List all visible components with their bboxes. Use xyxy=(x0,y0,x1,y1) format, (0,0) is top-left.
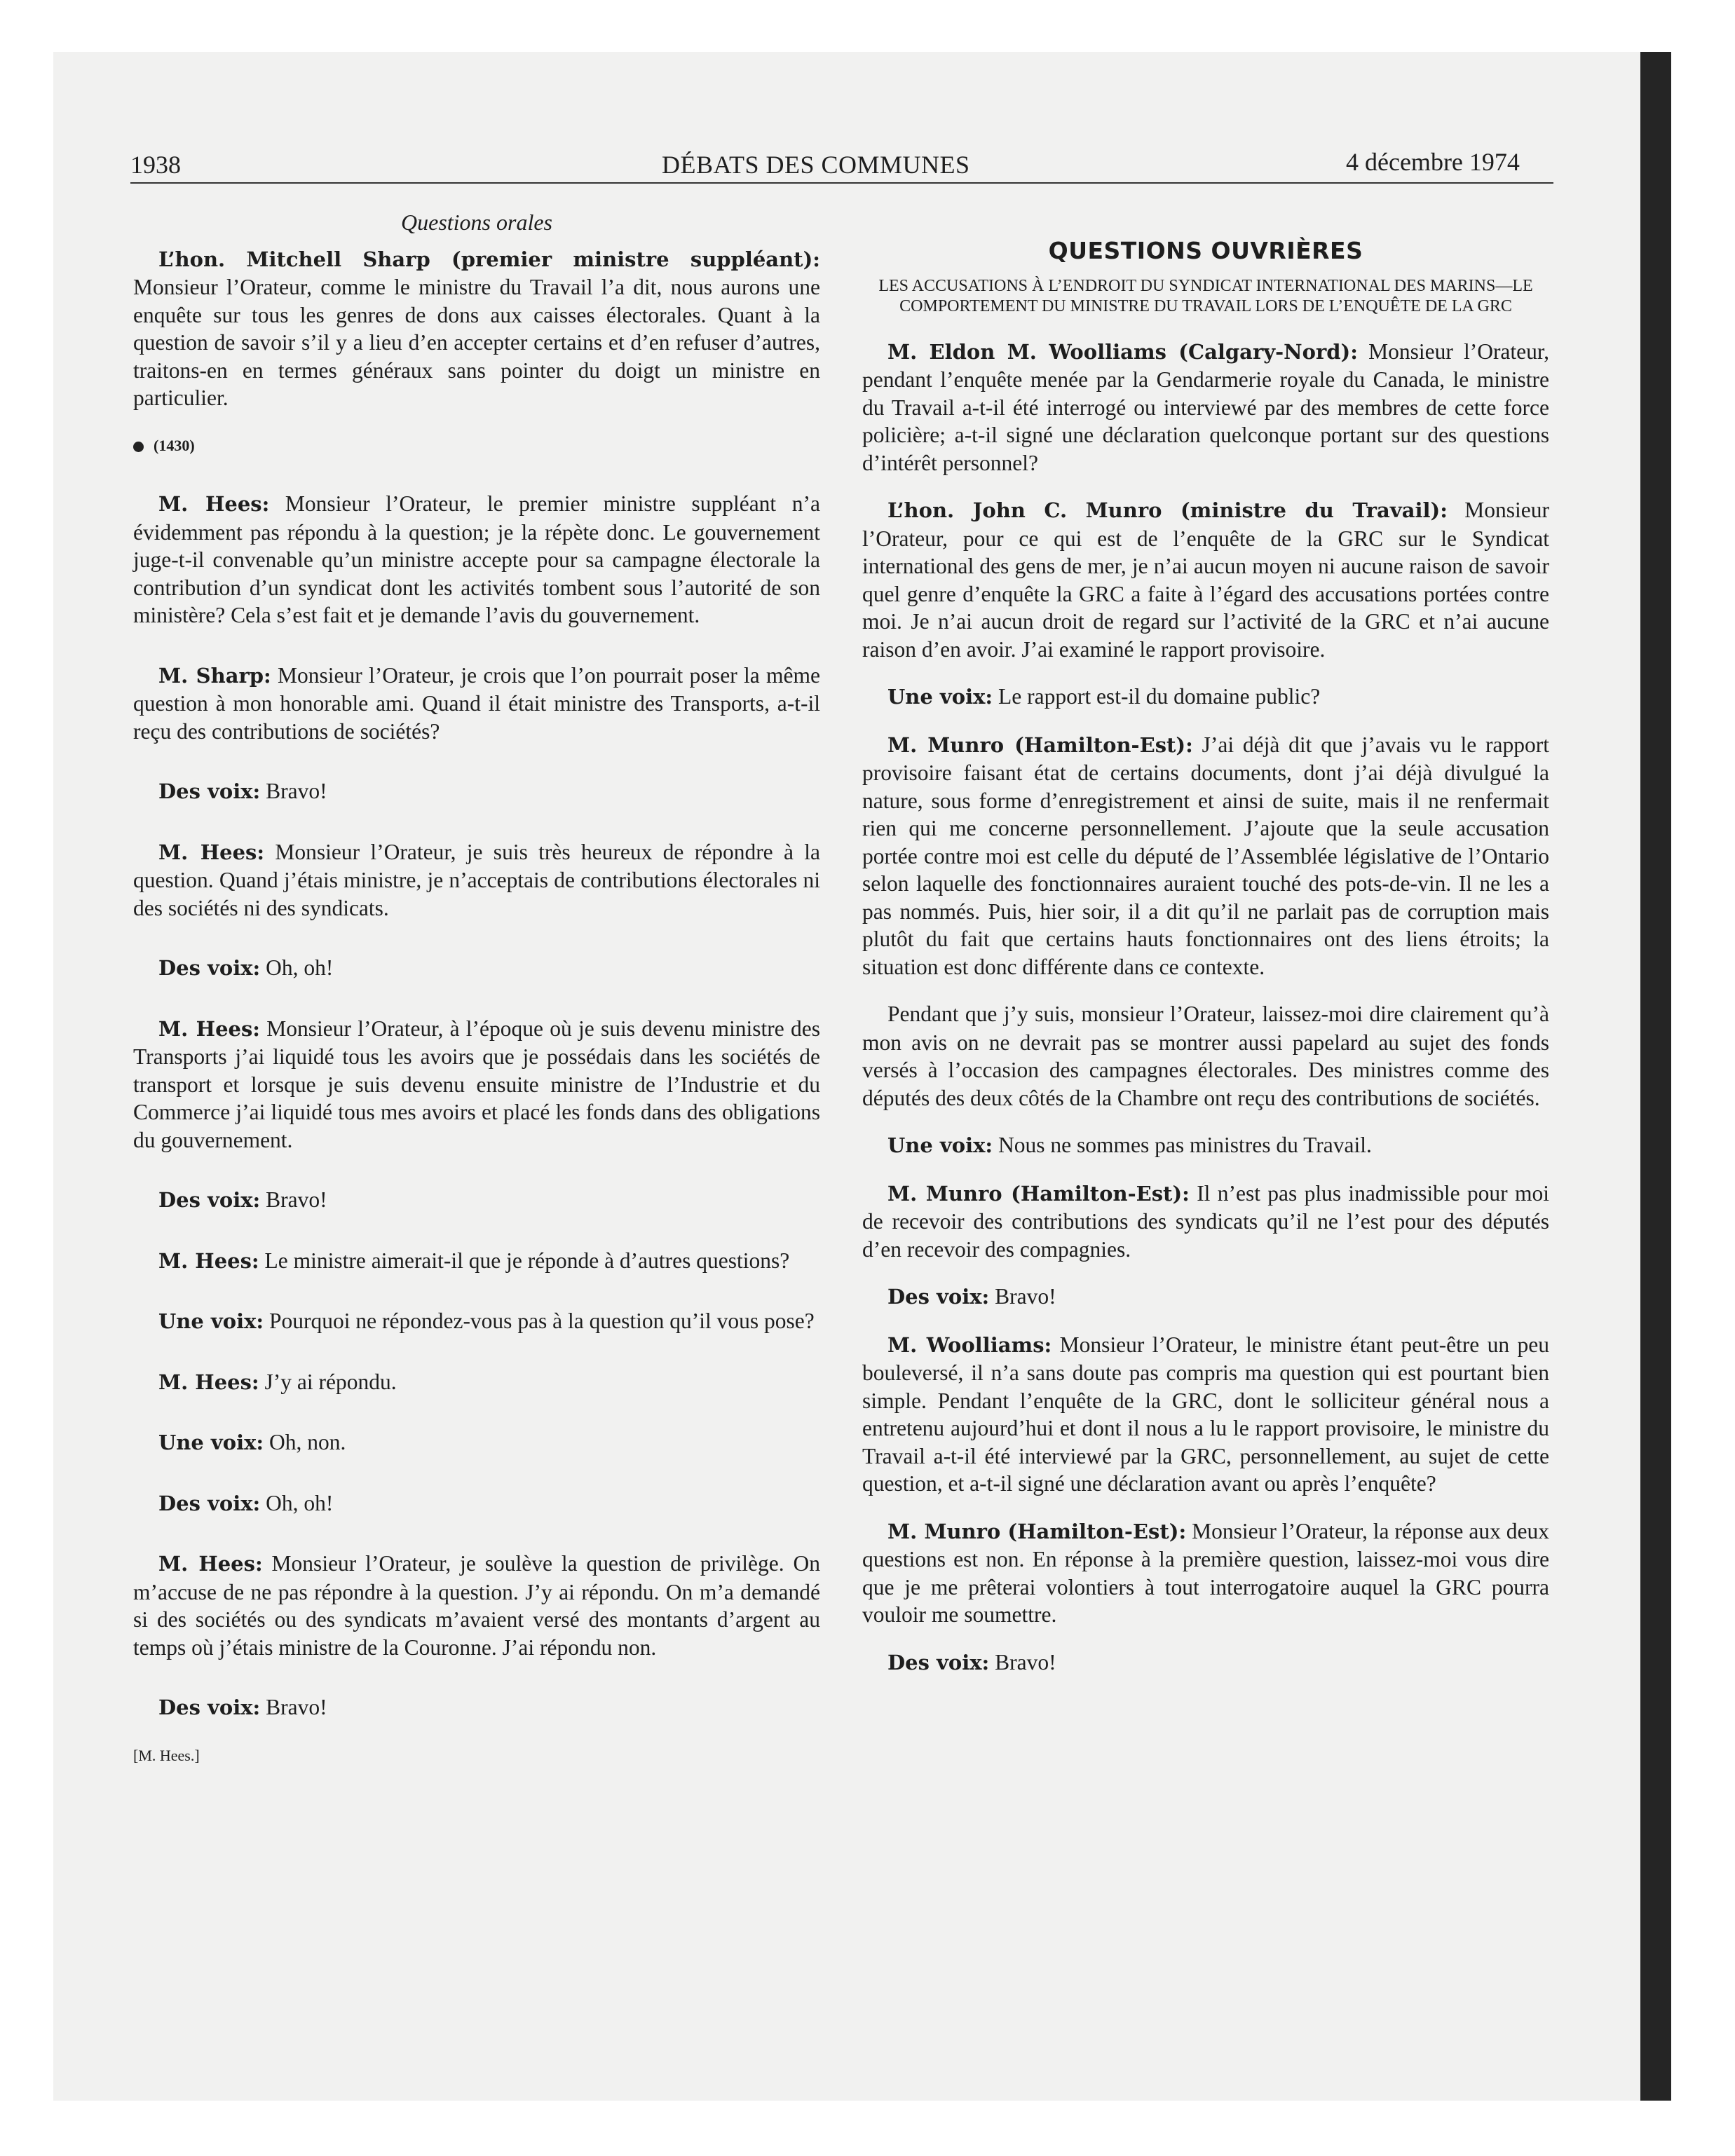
speech-text: Oh, non. xyxy=(264,1430,346,1454)
speaker-name: Des voix: xyxy=(158,1696,261,1719)
header-rule xyxy=(130,182,1553,184)
speech-text: Oh, oh! xyxy=(260,955,334,980)
speech-text: Monsieur l’Orateur, je soulève la question de privilège. On m’accuse de ne pas répondre à la question. J’y ai répondu. On m’a demandé si des sociétés ou des syndicats m’avaient versé des montants d’argent au temps où j’étais ministre de la Couronne. J’ai répondu non. xyxy=(133,1551,820,1660)
speech-text: Le ministre aimerait-il que je réponde à d’autres questions? xyxy=(259,1248,790,1273)
speaker-name: M. Hees: xyxy=(158,1016,261,1041)
right-column xyxy=(862,209,1549,1696)
left-column xyxy=(133,209,820,1769)
paragraph xyxy=(133,954,820,983)
paragraph xyxy=(133,1247,820,1276)
page-date: 4 décembre 1974 xyxy=(1346,148,1520,176)
paragraph xyxy=(133,1489,820,1518)
paragraph xyxy=(133,490,820,629)
timestamp xyxy=(133,432,820,460)
speech-text: Monsieur l’Orateur, je crois que l’on pourrait poser la même question à mon honorable ami. Quand il était ministre des Transports, a-t-il reçu des contributions de sociétés? xyxy=(133,662,820,744)
speaker-name: M. Hees: xyxy=(158,492,270,516)
paragraph xyxy=(133,1550,820,1661)
speech-text: Il n’est pas plus inadmissible pour moi de recevoir des contributions des syndicats qu’il ne l’est pour des députés d’en recevoir des compagnies. xyxy=(862,1180,1549,1262)
bullet-icon xyxy=(133,442,144,452)
speaker-name: M. Hees: xyxy=(158,1248,259,1273)
speaker-name: L’hon. John C. Munro (ministre du Travail): xyxy=(887,498,1448,522)
paragraph xyxy=(133,1693,820,1722)
speech-text: Monsieur l’Orateur, pour ce qui est de l’enquête de la GRC sur le Syndicat international des gens de mer, je n’ai aucun moyen ni aucune raison de savoir quel genre d’enquête la GRC a faite à l’égard des accusations portées contre moi. Je n’ai aucun droit de regard sur l’activité de la GRC et n’ai aucune raison d’en avoir. J’ai examiné le rapport provisoire. xyxy=(862,498,1549,662)
speaker-name: Des voix: xyxy=(158,1491,261,1515)
section-label: Questions orales xyxy=(401,210,552,235)
speech-text: J’ai déjà dit que j’avais vu le rapport provisoire faisant état de certains documents, dont j’ai déjà divulgué la nature, sous forme d’enregistrement et ainsi de suite, mais il ne renfermait rien qui me concerne personnellement. J’ajoute que la seule accusation portée contre moi est celle du député de l’Assemblée législative de l’Ontario selon laquelle des fonctionnaires auraient touché des pots-de-vin. Il ne les a pas nommés. Puis, hier soir, il a dit qu’il ne parlait pas de corruption mais plutôt du fait que certains hauts fonctionnaires ont des liens étroits; la situation est donc différente dans ce contexte. xyxy=(862,732,1549,979)
speaker-name: Des voix: xyxy=(887,1650,990,1674)
speech-text: Bravo! xyxy=(260,1695,327,1719)
speaker-name: M. Munro (Hamilton-Est): xyxy=(887,732,1193,757)
speaker-name: Des voix: xyxy=(887,1285,990,1309)
paragraph xyxy=(862,1331,1549,1498)
speaker-name: M. Eldon M. Woolliams (Calgary-Nord): xyxy=(887,339,1358,364)
speech-text: Bravo! xyxy=(989,1284,1056,1309)
speaker-footnote: [M. Hees.] xyxy=(133,1746,200,1764)
speaker-name: Des voix: xyxy=(158,1188,261,1212)
speaker-name: Une voix: xyxy=(887,685,993,709)
speaker-name: L’hon. Mitchell Sharp (premier ministre suppléant): xyxy=(158,247,820,271)
paragraph xyxy=(862,1180,1549,1264)
paragraph xyxy=(133,1015,820,1154)
speaker-name: Une voix: xyxy=(887,1133,993,1157)
speaker-name: Une voix: xyxy=(158,1309,264,1333)
speech-text: Monsieur l’Orateur, le premier ministre suppléant n’a évidemment pas répondu à la question; je la répète donc. Le gouvernement juge-t-il convenable qu’un ministre accepte pour sa campagne électorale la contribution d’un syndicat dont les activités tombent sous l’autorité de son ministère? Cela s’est fait et je demande l’avis du gouvernement. xyxy=(133,491,820,627)
speech-text: Pourquoi ne répondez-vous pas à la question qu’il vous pose? xyxy=(264,1309,815,1333)
page-number: 1938 xyxy=(130,151,181,179)
scan-edge-shadow xyxy=(1640,52,1671,2101)
speaker-name: Des voix: xyxy=(158,779,261,803)
speaker-name: M. Munro (Hamilton-Est): xyxy=(887,1181,1190,1206)
paragraph xyxy=(862,731,1549,981)
speaker-name: M. Sharp: xyxy=(158,663,271,688)
running-title: DÉBATS DES COMMUNES xyxy=(662,151,970,179)
speaker-name: M. Hees: xyxy=(158,1552,263,1576)
speech-text: Monsieur l’Orateur, comme le ministre du Travail l’a dit, nous aurons une enquête sur tous les genres de dons aux caisses électorales. Quant à la question de savoir s’il y a lieu d’en accepter certains et d’en refuser d’autres, traitons-en en termes généraux sans pointer du doigt un ministre en particulier. xyxy=(133,275,820,410)
speaker-name: M. Hees: xyxy=(158,1370,259,1394)
speech-text: Oh, oh! xyxy=(260,1490,334,1515)
paragraph xyxy=(862,1517,1549,1629)
paragraph xyxy=(133,777,820,806)
paragraph xyxy=(862,1000,1549,1112)
paragraph xyxy=(862,1283,1549,1311)
paragraph xyxy=(862,338,1549,477)
speech-text: Monsieur l’Orateur, le ministre étant peut-être un peu bouleversé, il n’a sans doute pas compris ma question qui est pourtant bien simple. Pendant l’enquête de la GRC, dont le solliciteur général nous a entretenu aujourd’hui et dont il nous a lu le rapport provisoire, le ministre du Travail a-t-il été interviewé par la GRC, personnellement, au sujet de cette question, et a-t-il signé une déclaration avant ou après l’enquête? xyxy=(862,1332,1549,1496)
timestamp-text: (1430) xyxy=(154,436,195,454)
section-title: QUESTIONS OUVRIÈRES xyxy=(1048,237,1363,264)
section-subtitle: LES ACCUSATIONS À L’ENDROIT DU SYNDICAT INTERNATIONAL DES MARINS—LE COMPORTEMENT DU MINISTRE DU TRAVAIL LORS DE L’ENQUÊTE DE LA GRC xyxy=(878,276,1533,315)
paragraph xyxy=(862,1649,1549,1677)
speech-text: Bravo! xyxy=(260,1187,327,1212)
paragraph xyxy=(133,838,820,922)
speaker-name: M. Hees: xyxy=(158,840,265,864)
speaker-name: M. Munro (Hamilton-Est): xyxy=(887,1519,1187,1543)
paragraph xyxy=(862,683,1549,711)
speech-text: J’y ai répondu. xyxy=(259,1369,397,1394)
speech-text: Monsieur l’Orateur, je suis très heureux de répondre à la question. Quand j’étais ministre, je n’acceptais de contributions électorales ni des sociétés ni des syndicats. xyxy=(133,839,820,920)
speech-text: Monsieur l’Orateur, à l’époque où je suis devenu ministre des Transports j’ai liquidé tous les avoirs que je possédais dans les sociétés de transport et lorsque je suis devenu ensuite ministre de l’Industrie et du Commerce j’ai liquidé tous mes avoirs et placé les fonds dans des obligations du gouvernement. xyxy=(133,1016,820,1152)
speech-text: Le rapport est-il du domaine public? xyxy=(993,684,1321,709)
paragraph xyxy=(133,1428,820,1457)
paragraph xyxy=(862,496,1549,663)
speech-text: Monsieur l’Orateur, pendant l’enquête menée par la Gendarmerie royale du Canada, le ministre du Travail a-t-il été interrogé ou interviewé par des membres de cette force policière; a-t-il signé une déclaration quelconque portant sur des questions d’intérêt personnel? xyxy=(862,339,1549,475)
speaker-name: Des voix: xyxy=(158,956,261,980)
speech-text: Monsieur l’Orateur, la réponse aux deux questions est non. En réponse à la première question, laissez-moi vous dire que je me prêterai volontiers à tout interrogatoire auquel la GRC pourra vouloir me soumettre. xyxy=(862,1518,1549,1627)
speech-text: Bravo! xyxy=(260,779,327,803)
paragraph xyxy=(133,245,820,412)
speaker-name: M. Woolliams: xyxy=(887,1332,1052,1357)
paragraph xyxy=(862,1131,1549,1160)
speech-text: Bravo! xyxy=(989,1649,1056,1674)
paragraph xyxy=(133,1186,820,1215)
speech-text: Nous ne sommes pas ministres du Travail. xyxy=(993,1133,1372,1157)
paragraph xyxy=(133,1307,820,1336)
speech-text: Pendant que j’y suis, monsieur l’Orateur, laissez-moi dire clairement qu’à mon avis on ne devrait pas se montrer aussi papelard au sujet des fonds versés à l’occasion des campagnes électorales. Des ministres comme des députés des deux côtés de la Chambre ont reçu des contributions de sociétés. xyxy=(862,1002,1549,1110)
paragraph xyxy=(133,1368,820,1397)
speaker-name: Une voix: xyxy=(158,1431,264,1454)
paragraph xyxy=(133,662,820,746)
